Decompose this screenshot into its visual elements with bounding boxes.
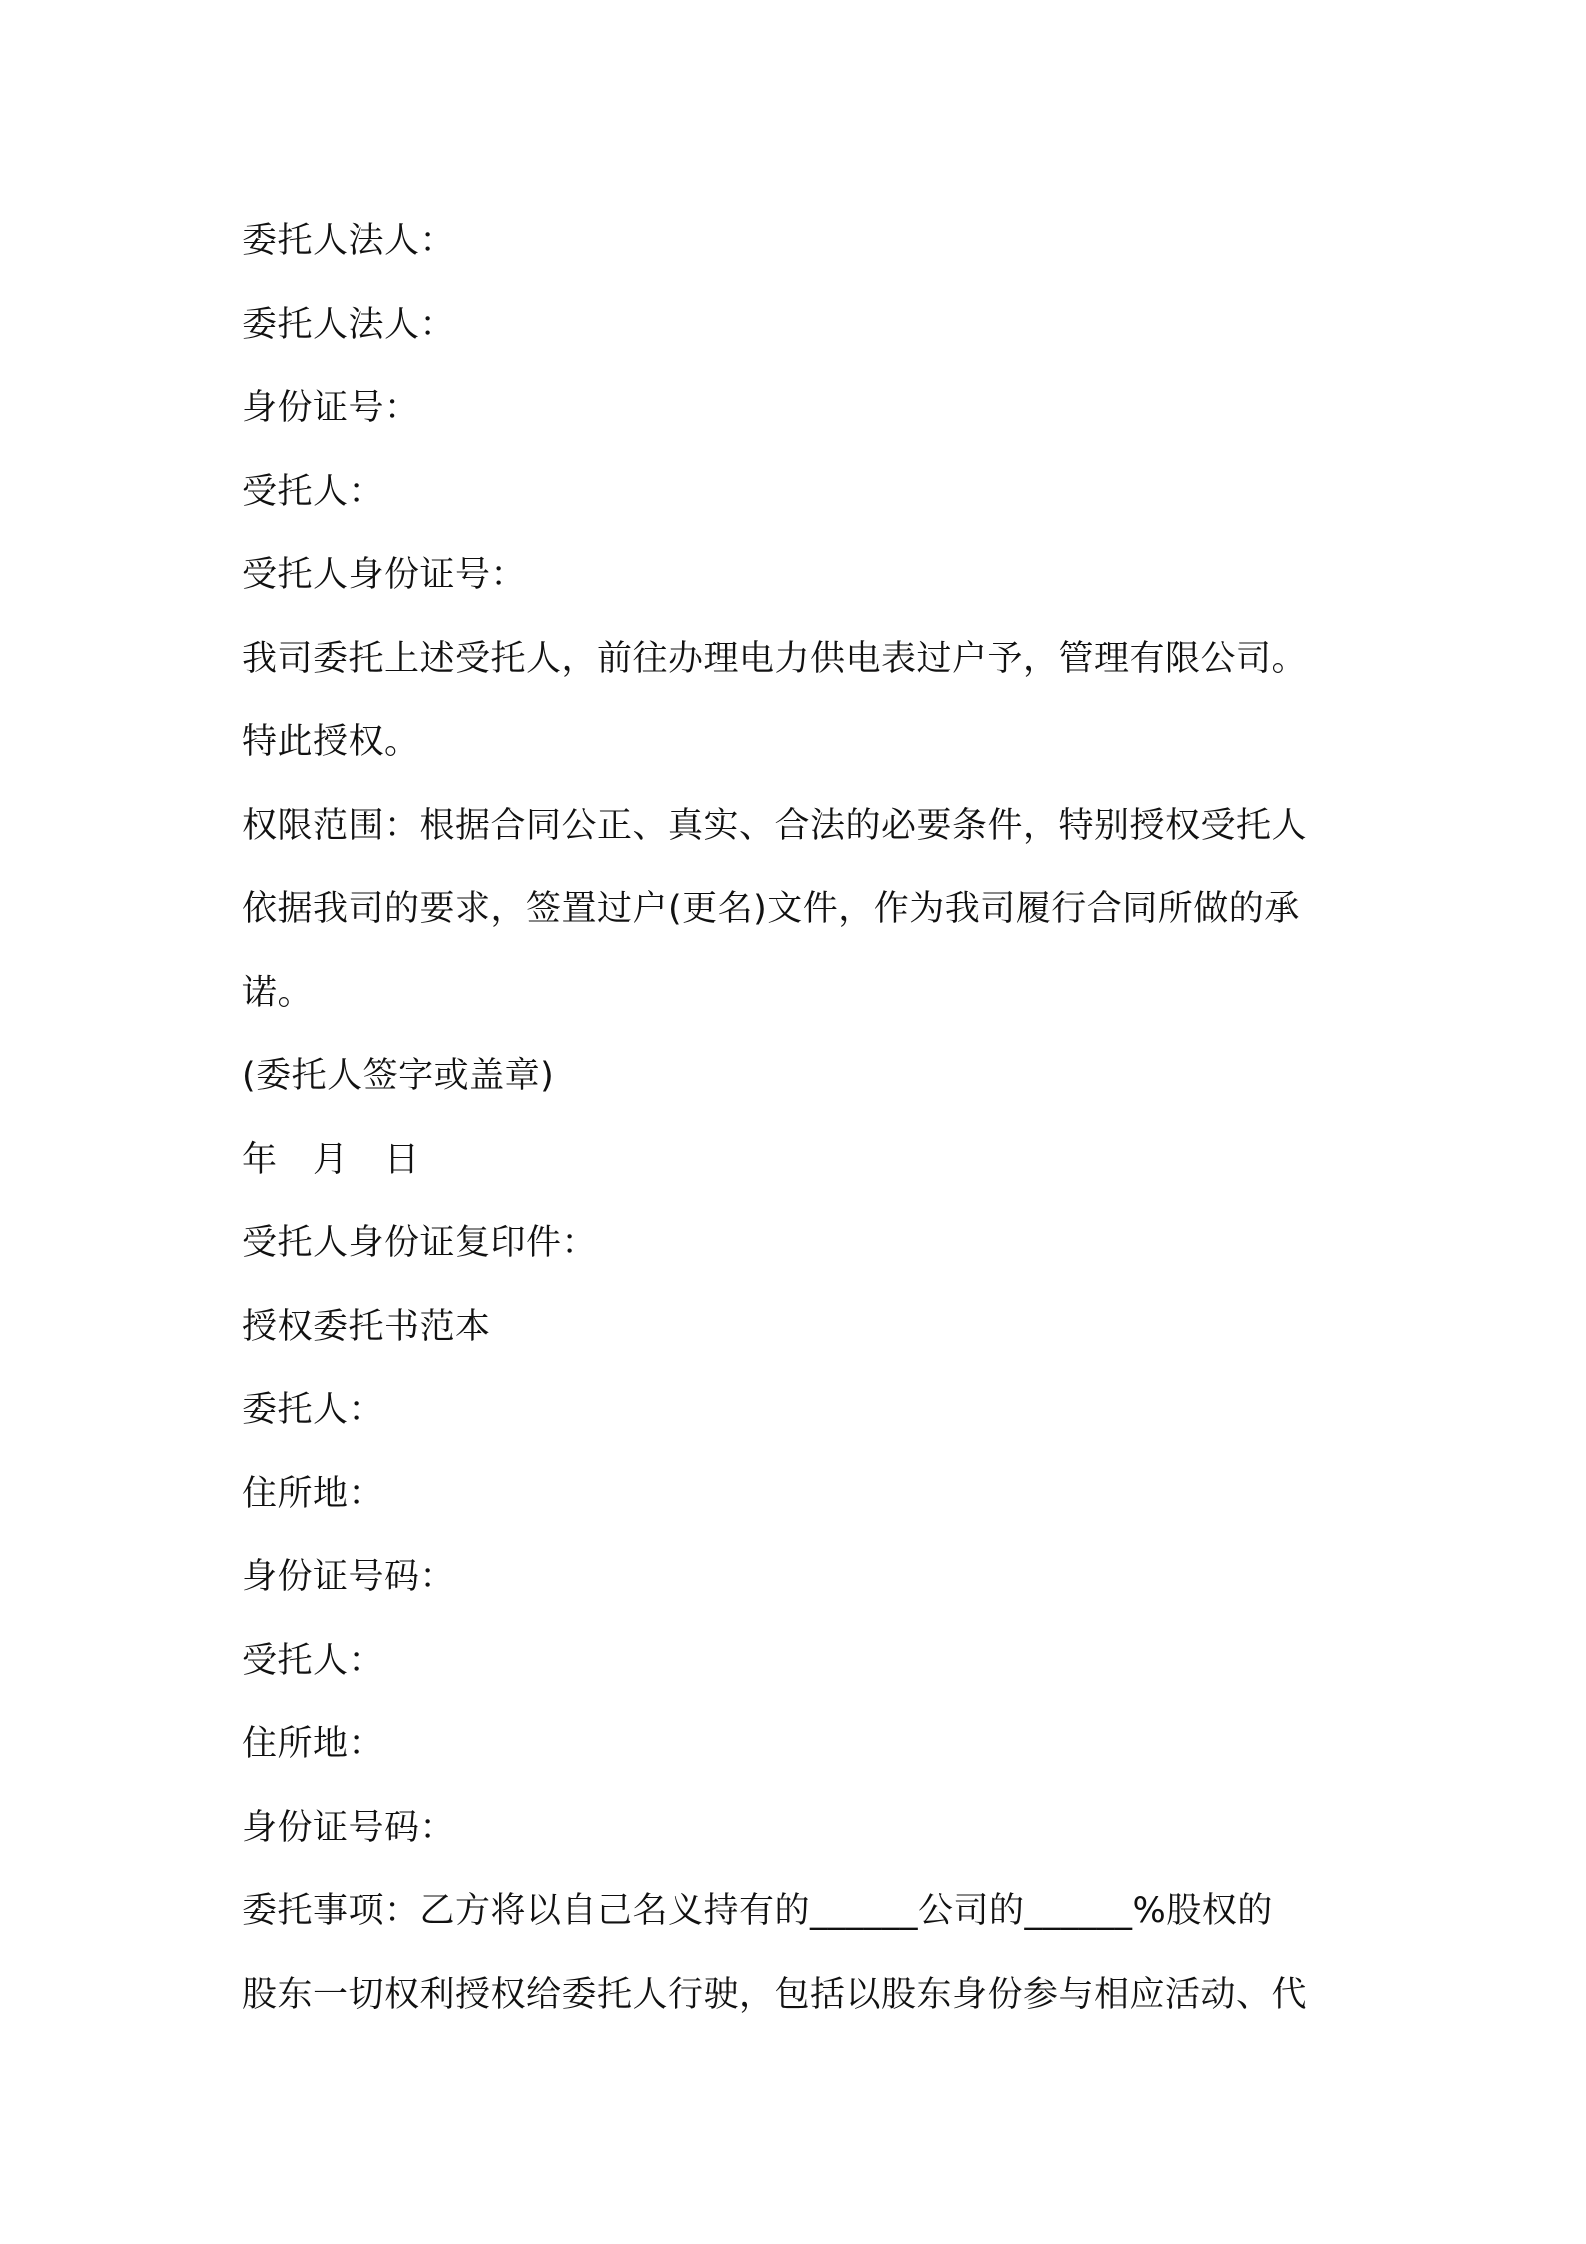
id-number-label: 身份证号： (242, 388, 420, 428)
signature-note: (委托人签字或盖章) (242, 1056, 555, 1096)
agent-id-number-label: 受托人身份证号： (242, 555, 527, 595)
principal-id-label: 身份证号码： (242, 1557, 456, 1597)
agent-label-2: 受托人： (242, 1640, 385, 1681)
scope-paragraph-line-3: 诺。 (242, 972, 314, 1013)
authorization-hereby: 特此授权。 (242, 722, 420, 762)
scope-paragraph-line-2: 依据我司的要求，签置过户(更名)文件，作为我司履行合同所做的承 (242, 889, 1300, 929)
matters-paragraph-line-2: 股东一切权利授权给委托人行驶，包括以股东身份参与相应活动、代 (242, 1974, 1308, 2015)
scope-paragraph-line-1: 权限范围：根据合同公正、真实、合法的必要条件，特别授权受托人 (242, 805, 1308, 846)
agent-id-label: 身份证号码： (242, 1807, 456, 1848)
agent-label: 受托人： (242, 471, 385, 512)
matters-paragraph-line-1: 委托事项：乙方将以自己名义持有的______公司的______%股权的 (242, 1891, 1273, 1931)
document-body (242, 200, 1362, 2037)
principal-label: 委托人： (242, 1390, 385, 1430)
principal-legal-person-label-2: 委托人法人： (242, 304, 456, 345)
authorization-statement: 我司委托上述受托人，前往办理电力供电表过户予，管理有限公司。 (242, 638, 1308, 679)
principal-address-label: 住所地： (242, 1473, 385, 1514)
agent-address-label: 住所地： (242, 1724, 385, 1764)
principal-legal-person-label: 委托人法人： (242, 221, 456, 261)
template-heading: 授权委托书范本 (242, 1306, 491, 1347)
date-line: 年 月 日 (242, 1139, 420, 1180)
agent-id-copy-label: 受托人身份证复印件： (242, 1223, 598, 1263)
